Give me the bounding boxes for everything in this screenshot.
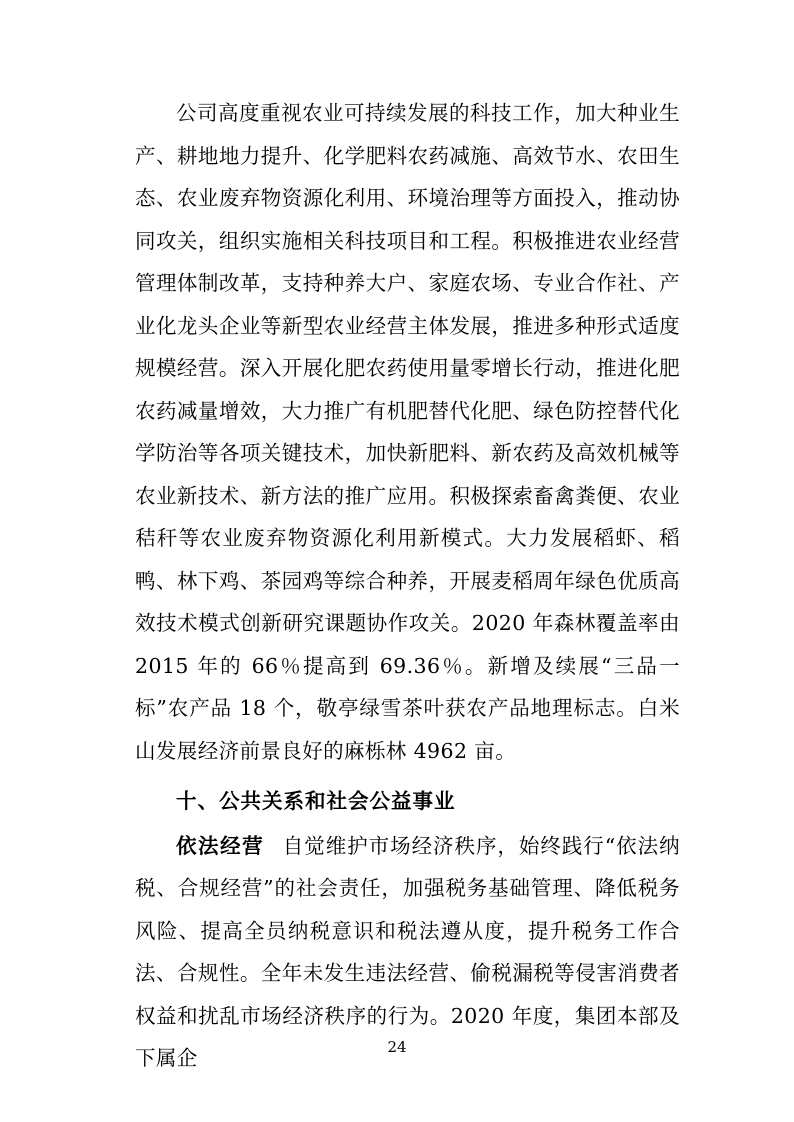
paragraph-agriculture-technology: 公司高度重视农业可持续发展的科技工作，加大种业生产、耕地地力提升、化学肥料农药减施、高效节水、农田生态、农业废弃物资源化利用、环境治理等方面投入，推动协同攻关，组织实施相关科技项目和工程。积极推进农业经营管理体制改革，支持种养大户、家庭农场、专业合作社、产业化龙头企业等新型农业经营主体发展，推进多种形式适度规模经营。深入开展化肥农药使用量零增长行动，推进化肥农药减量增效，大力推广有机肥替代化肥、绿色防控替代化学防治等各项关键技术，加快新肥料、新农药及高效机械等农业新技术、新方法的推广应用。积极探索畜禽粪便、农业秸秆等农业废弃物资源化利用新模式。大力发展稻虾、稻鸭、林下鸡、茶园鸡等综合种养，开展麦稻周年绿色优质高效技术模式创新研究课题协作攻关。2020 年森林覆盖率由 2015 年的 66％提高到 69.36％。新增及续展“三品一标”农产品 18 个，敬亭绿雪茶叶获农产品地理标志。白米山发展经济前景良好的麻栎林 4962 亩。: [135, 101, 680, 763]
lead-label-lawful-operation: 依法经营: [176, 833, 265, 858]
lead-body-text: 自觉维护市场经济秩序，始终践行“依法纳税、合规经营”的社会责任，加强税务基础管理、降低税务风险、提高全员纳税意识和税法遵从度，提升税务工作合法、合规性。全年未发生违法经营、偷税漏税等侵害消费者权益和扰乱市场经济秩序的行为。2020 年度，集团本部及下属企: [135, 833, 680, 1070]
page-number: 24: [387, 1038, 407, 1056]
section-heading-public-relations: 十、公共关系和社会公益事业: [176, 789, 456, 813]
page-content: [135, 92, 680, 1080]
